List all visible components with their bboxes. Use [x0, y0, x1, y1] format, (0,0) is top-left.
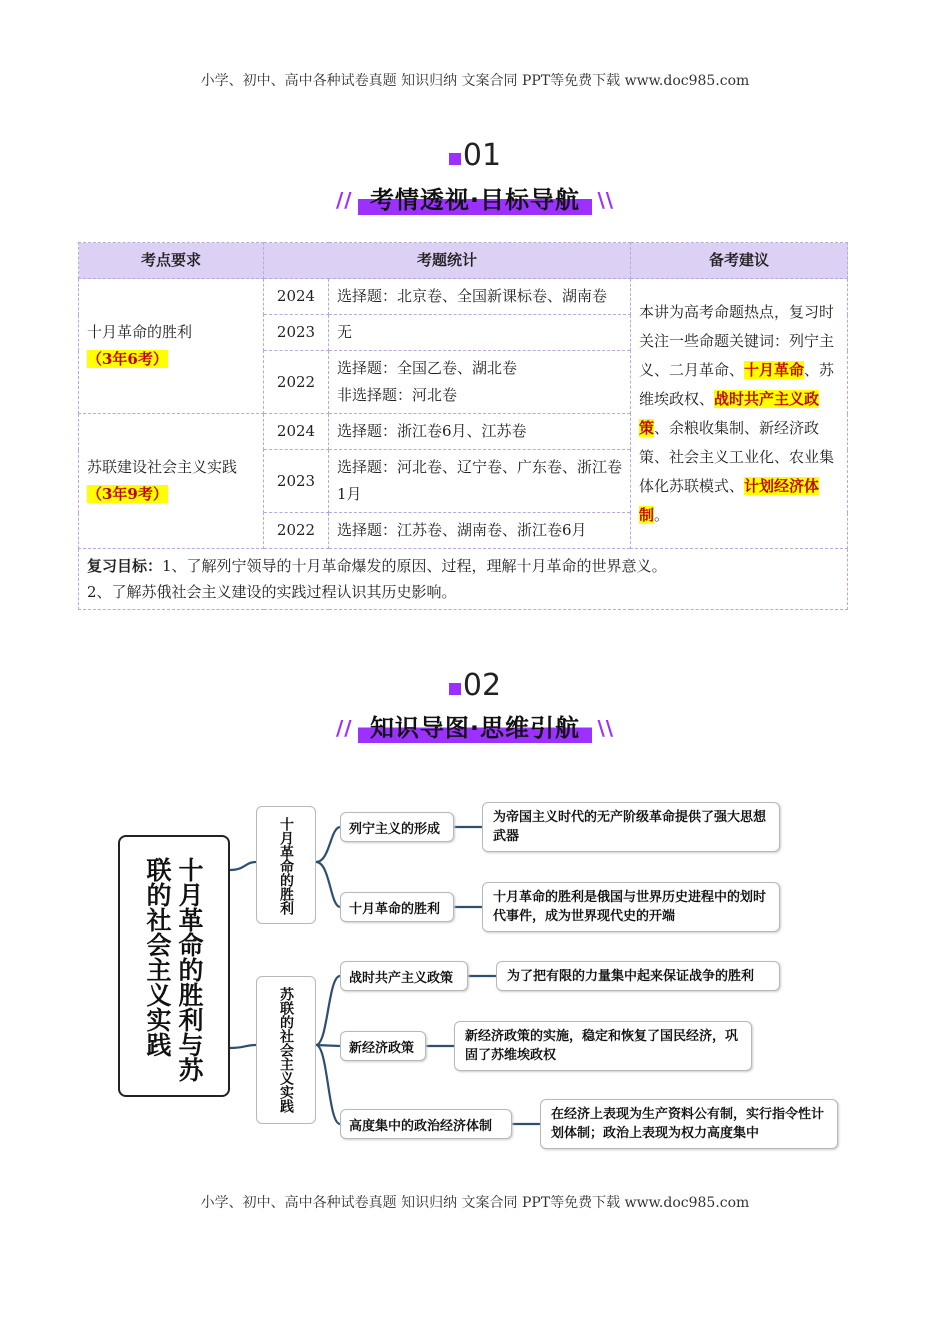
- year-cell: 2022: [264, 513, 329, 549]
- branch-soviet-practice: 苏联的社会主义实践: [256, 976, 316, 1124]
- topic2-name: 苏联建设社会主义实践: [87, 458, 238, 476]
- stat-cell: 选择题：江苏卷、湖南卷、浙江卷6月: [329, 513, 631, 549]
- keyword-highlight: 战时共产主义政策: [639, 389, 820, 437]
- root-col1: 十月革命的胜利与苏: [175, 857, 204, 1082]
- slash-decoration-icon: //: [335, 716, 353, 740]
- desc-nep: 新经济政策的实施，稳定和恢复了国民经济，巩固了苏维埃政权: [454, 1021, 752, 1071]
- stat-cell: 选择题：全国乙卷、湖北卷 非选择题：河北卷: [329, 351, 631, 414]
- slash-decoration-icon: \\: [597, 188, 615, 212]
- leaf-october-victory: 十月革命的胜利: [340, 892, 454, 922]
- desc-war-communism: 为了把有限的力量集中起来保证战争的胜利: [496, 961, 780, 991]
- topic1-name: 十月革命的胜利: [87, 323, 193, 341]
- goal-label: 复习目标：: [87, 557, 163, 575]
- keyword-highlight: 计划经济体制: [639, 476, 820, 524]
- stat-cell: 选择题：浙江卷6月、江苏卷: [329, 414, 631, 450]
- stat-cell: 选择题：河北卷、辽宁卷、广东卷、浙江卷1月: [329, 450, 631, 513]
- year-cell: 2023: [264, 450, 329, 513]
- section1-title: // 考情透视·目标导航 \\: [0, 180, 950, 215]
- keyword-highlight: 十月革命: [744, 360, 805, 379]
- desc-leninism: 为帝国主义时代的无产阶级革命提供了强大思想武器: [482, 802, 780, 852]
- year-cell: 2023: [264, 315, 329, 351]
- advice-cell: 本讲为高考命题热点，复习时关注一些命题关键词：列宁主义、二月革命、十月革命、苏维埃政权、战时共产主义政策、余粮收集制、新经济政策、社会主义工业化、农业集体化苏联模式、计划经济体制。: [631, 279, 848, 549]
- leaf-war-communism: 战时共产主义政策: [340, 961, 468, 991]
- topic2-count: （3年9考）: [87, 485, 168, 503]
- year-cell: 2024: [264, 414, 329, 450]
- leaf-nep: 新经济政策: [340, 1031, 426, 1061]
- stat-cell: 选择题：北京卷、全国新课标卷、湖南卷: [329, 279, 631, 315]
- root-col2: 联的社会主义实践: [143, 857, 172, 1057]
- section1-number: 01: [0, 138, 950, 173]
- branch-october-revolution: 十月革命的胜利: [256, 806, 316, 924]
- page-header: 小学、初中、高中各种试卷真题 知识归纳 文案合同 PPT等免费下载 www.doc985.com: [200, 73, 750, 89]
- desc-october-victory: 十月革命的胜利是俄国与世界历史进程中的划时代事件，成为世界现代史的开端: [482, 882, 780, 932]
- section2-title: // 知识导图·思维引航 \\: [0, 708, 950, 743]
- stat-cell: 无: [329, 315, 631, 351]
- page-footer: 小学、初中、高中各种试卷真题 知识归纳 文案合同 PPT等免费下载 www.doc985.com: [200, 1195, 750, 1211]
- goal-cell: 复习目标：1、了解列宁领导的十月革命爆发的原因、过程，理解十月革命的世界意义。 2、了解苏俄社会主义建设的实践过程认识其历史影响。: [79, 549, 848, 610]
- year-cell: 2024: [264, 279, 329, 315]
- topic1-count: （3年6考）: [87, 350, 168, 368]
- header-requirement: 考点要求: [79, 243, 264, 279]
- header-advice: 备考建议: [631, 243, 848, 279]
- leaf-centralized-system: 高度集中的政治经济体制: [340, 1109, 512, 1139]
- section2-number: 02: [0, 668, 950, 703]
- mindmap-root: [118, 835, 230, 1097]
- desc-centralized-system: 在经济上表现为生产资料公有制，实行指令性计划体制；政治上表现为权力高度集中: [540, 1099, 838, 1149]
- slash-decoration-icon: \\: [597, 716, 615, 740]
- slash-decoration-icon: //: [335, 188, 353, 212]
- leaf-leninism: 列宁主义的形成: [340, 812, 454, 842]
- header-statistics: 考题统计: [264, 243, 631, 279]
- year-cell: 2022: [264, 351, 329, 414]
